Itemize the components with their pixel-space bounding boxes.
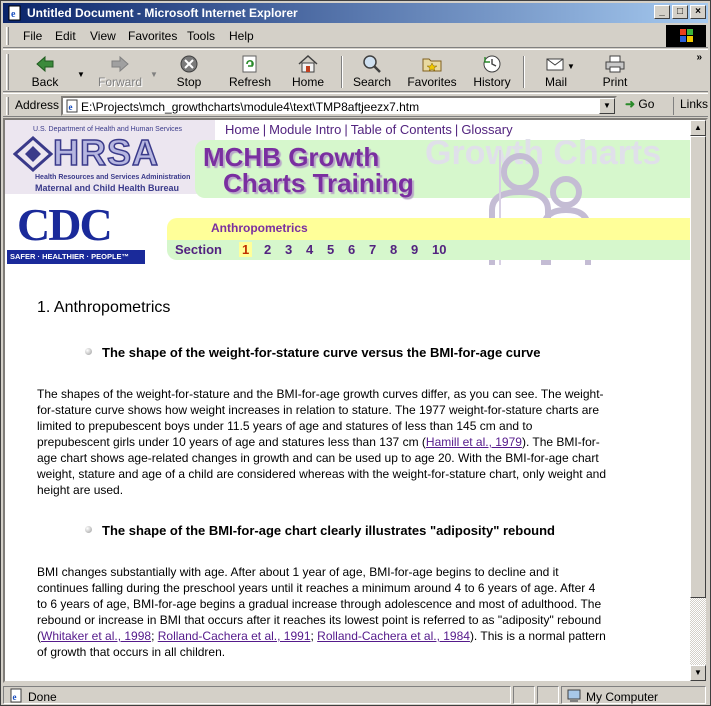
page-done-icon xyxy=(8,688,24,704)
bullet-icon xyxy=(85,348,92,355)
back-button[interactable] xyxy=(19,52,71,92)
nav-divider: | xyxy=(262,122,267,137)
menu-edit[interactable]: Edit xyxy=(55,29,76,43)
ie-page-icon xyxy=(7,5,23,21)
mail-label: Mail xyxy=(544,75,567,89)
section-link-6[interactable]: 6 xyxy=(348,242,356,257)
nav-table-of-contents-link[interactable]: Table of Contents xyxy=(350,122,452,137)
title-bar xyxy=(3,3,708,23)
menu-grip xyxy=(6,27,9,45)
home-label: Home xyxy=(291,75,324,89)
favorites-folder-icon xyxy=(421,54,443,74)
stop-icon xyxy=(178,54,200,74)
nav-divider: | xyxy=(454,122,459,137)
citation-hamill-1979[interactable]: Hamill et al., 1979 xyxy=(425,435,522,449)
forward-arrow-icon xyxy=(109,54,131,74)
mail-button[interactable] xyxy=(531,52,581,92)
search-button[interactable] xyxy=(349,52,395,92)
menu-bar xyxy=(3,24,708,48)
my-computer-icon xyxy=(566,688,582,704)
menu-tools[interactable]: Tools xyxy=(187,29,216,43)
favorites-button[interactable] xyxy=(405,52,459,92)
section-link-7[interactable]: 7 xyxy=(369,242,377,257)
menu-view[interactable]: View xyxy=(90,29,116,43)
standard-toolbar xyxy=(3,49,708,92)
history-button[interactable] xyxy=(469,52,515,92)
history-label: History xyxy=(473,75,511,89)
home-button[interactable] xyxy=(285,52,331,92)
page-title-line2: Charts Training xyxy=(223,168,414,198)
menu-file[interactable]: File xyxy=(23,29,43,43)
cdc-tagline: SAFER · HEALTHIER · PEOPLE™ xyxy=(7,250,145,264)
search-icon xyxy=(361,54,383,74)
web-page xyxy=(5,120,690,681)
forward-dropdown-icon[interactable]: ▼ xyxy=(150,70,158,79)
section-link-9[interactable]: 9 xyxy=(411,242,419,257)
hrsa-wordmark: HRSA xyxy=(53,132,160,173)
toolbar-separator xyxy=(341,56,343,88)
security-zone-cell xyxy=(561,686,706,704)
back-dropdown-icon[interactable]: ▼ xyxy=(77,70,85,79)
cdc-wordmark: CDC xyxy=(17,199,111,250)
forward-label: Forward xyxy=(97,75,142,89)
mail-icon xyxy=(545,54,567,74)
history-icon xyxy=(481,54,503,74)
section-link-3[interactable]: 3 xyxy=(285,242,293,257)
citation-separator: ; xyxy=(310,629,318,643)
address-input[interactable] xyxy=(81,99,591,114)
stop-button[interactable] xyxy=(169,52,209,92)
address-bar xyxy=(3,93,708,117)
links-label: Links xyxy=(680,97,709,111)
status-bar xyxy=(3,685,708,705)
nav-module-intro-link[interactable]: Module Intro xyxy=(269,122,342,137)
cdc-logo[interactable] xyxy=(7,200,145,264)
citation-whitaker-1998[interactable]: Whitaker et al., 1998 xyxy=(41,629,152,643)
paragraph-1 xyxy=(37,386,607,498)
paragraph-2 xyxy=(37,564,607,660)
bullet-heading-1 xyxy=(85,345,540,360)
hrsa-logo[interactable] xyxy=(7,122,217,194)
growth-charts-watermark: Growth Charts xyxy=(425,134,662,172)
section-link-5[interactable]: 5 xyxy=(327,242,335,257)
printer-icon xyxy=(604,54,626,74)
section-link-1[interactable]: 1 xyxy=(239,242,252,257)
article-heading: 1. Anthropometrics xyxy=(37,299,171,316)
scroll-up-button[interactable]: ▲ xyxy=(690,120,706,136)
status-cell xyxy=(537,686,559,704)
citation-rolland-cachera-1984[interactable]: Rolland-Cachera et al., 1984 xyxy=(317,629,470,643)
hrsa-subtitle: Health Resources and Services Administration xyxy=(35,174,191,181)
scroll-down-button[interactable]: ▼ xyxy=(690,665,706,681)
svg-text:e: e xyxy=(12,692,17,702)
paragraph-1-text-b: ). The BMI-for-age chart shows age-related changes in growth and can be used up to age 20. With the BMI-for-age chart weight, stature and age of a child are considered whereas with the weight-for-stature chart, only weight and height are used. xyxy=(37,435,606,497)
citation-rolland-cachera-1991[interactable]: Rolland-Cachera et al., 1991 xyxy=(157,629,311,643)
windows-logo-icon xyxy=(666,25,706,47)
print-button[interactable] xyxy=(595,52,635,92)
nav-glossary-link[interactable]: Glossary xyxy=(461,122,513,137)
citation-separator: ; xyxy=(151,629,158,643)
close-button[interactable]: × xyxy=(690,5,706,19)
section-link-2[interactable]: 2 xyxy=(264,242,272,257)
toolbar-grip xyxy=(6,54,9,90)
svg-text:e: e xyxy=(68,102,73,112)
forward-button[interactable] xyxy=(91,52,149,92)
vertical-scrollbar[interactable] xyxy=(690,120,706,681)
back-label: Back xyxy=(31,75,59,89)
print-label: Print xyxy=(602,75,628,89)
section-link-4[interactable]: 4 xyxy=(306,242,314,257)
search-label: Search xyxy=(352,75,392,89)
status-main-cell xyxy=(3,686,511,704)
security-zone-text: My Computer xyxy=(586,690,659,704)
content-viewport xyxy=(3,118,708,683)
refresh-label: Refresh xyxy=(228,75,272,89)
address-dropdown-icon[interactable]: ▼ xyxy=(599,98,615,114)
window-title: Untitled Document - Microsoft Internet Explorer xyxy=(27,6,298,20)
go-button[interactable] xyxy=(625,97,654,115)
paragraph-2-text-b: ). This is a normal pattern of growth that occurs in all children. xyxy=(37,629,606,659)
hrsa-bureau: Maternal and Child Health Bureau xyxy=(35,183,180,193)
links-button[interactable] xyxy=(673,97,708,115)
address-grip xyxy=(6,97,9,115)
nav-home-link[interactable]: Home xyxy=(225,122,260,137)
menu-help[interactable]: Help xyxy=(229,29,254,43)
go-arrow-icon: ➜ xyxy=(625,97,636,111)
minimize-button[interactable]: _ xyxy=(654,5,670,19)
bullet-heading-1-text: The shape of the weight-for-stature curve versus the BMI-for-age curve xyxy=(102,345,541,360)
status-text: Done xyxy=(28,690,57,704)
scroll-thumb[interactable] xyxy=(690,136,706,598)
bullet-icon xyxy=(85,526,92,533)
paragraph-1-text-a: The shapes of the weight-for-stature and the BMI-for-age growth curves differ, as you can see. The weight-for-stature curve shows how weight increases in relation to stature. The 1977 weight-for-stature charts are limited to prepubescent boys under 11.5 years of age and statures of less than 145 cm and to prepubescent girls under 10 years of age and statures less than 137 cm ( xyxy=(37,387,604,449)
back-arrow-icon xyxy=(34,54,56,74)
section-link-10[interactable]: 10 xyxy=(432,242,447,257)
bullet-heading-2 xyxy=(85,523,555,538)
page-icon xyxy=(65,99,79,113)
nav-divider: | xyxy=(344,122,348,137)
stop-label: Stop xyxy=(176,75,202,89)
section-label: Section xyxy=(175,242,222,257)
paragraph-2-text-a: BMI changes substantially with age. After about 1 year of age, BMI-for-age begins to decline and it continues falling during the preschool years until it reaches a minimum around 4 to 6 years of age. After 4 to 6 years of age, BMI-for-age begins a gradual increase through adolescence and most of adulthood. The rebound or increase in BMI that occurs after it reaches its lowest point is referred to as "adiposity" rebound ( xyxy=(37,565,602,643)
section-name: Anthropometrics xyxy=(211,221,308,235)
go-label: Go xyxy=(638,97,655,111)
refresh-button[interactable] xyxy=(225,52,275,92)
menu-favorites[interactable]: Favorites xyxy=(128,29,178,43)
bullet-heading-2-text: The shape of the BMI-for-age chart clearly illustrates "adiposity" rebound xyxy=(102,523,555,538)
toolbar-separator xyxy=(523,56,525,88)
maximize-button[interactable]: □ xyxy=(672,5,688,19)
address-field[interactable] xyxy=(61,96,617,116)
section-link-8[interactable]: 8 xyxy=(390,242,398,257)
address-label: Address xyxy=(15,98,60,112)
home-icon xyxy=(297,54,319,74)
hrsa-department-text: U.S. Department of Health and Human Services xyxy=(33,126,183,133)
toolbar-overflow-icon[interactable]: » xyxy=(696,52,702,63)
page-title-line1: MCHB Growth xyxy=(203,142,380,172)
refresh-icon xyxy=(239,54,261,74)
svg-text:e: e xyxy=(11,9,16,20)
hrsa-emblem-icon xyxy=(13,136,53,172)
status-cell xyxy=(513,686,535,704)
mail-dropdown-icon[interactable]: ▼ xyxy=(567,62,575,71)
favorites-label: Favorites xyxy=(407,75,457,89)
